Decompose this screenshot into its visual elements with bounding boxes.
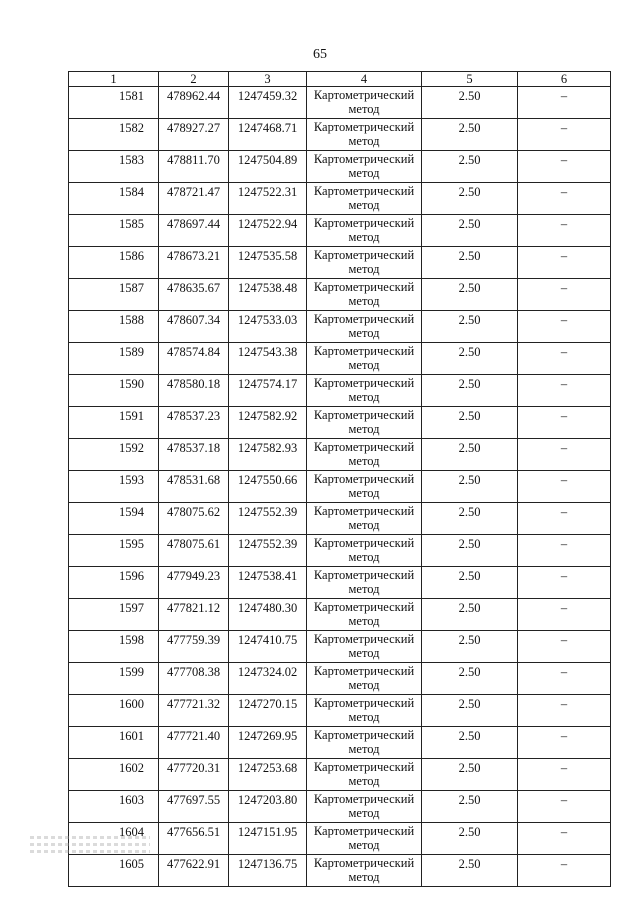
x-coordinate-cell: 478673.21 bbox=[159, 247, 229, 279]
table-row bbox=[69, 439, 611, 471]
x-coordinate-cell: 478962.44 bbox=[159, 87, 229, 119]
x-coordinate-cell: 478574.84 bbox=[159, 343, 229, 375]
note-cell: – bbox=[518, 599, 611, 631]
method-line-1: Картометрический bbox=[313, 152, 415, 166]
table-row bbox=[69, 791, 611, 823]
accuracy-cell: 2.50 bbox=[422, 695, 518, 727]
method-cell bbox=[307, 343, 422, 375]
point-number-cell: 1585 bbox=[69, 215, 159, 247]
point-number-cell: 1593 bbox=[69, 471, 159, 503]
x-coordinate-cell: 478537.18 bbox=[159, 439, 229, 471]
method-line-2: метод bbox=[348, 294, 380, 308]
accuracy-cell: 2.50 bbox=[422, 183, 518, 215]
y-coordinate-cell: 1247552.39 bbox=[229, 503, 307, 535]
note-cell: – bbox=[518, 727, 611, 759]
method-line-1: Картометрический bbox=[313, 600, 415, 614]
table-row bbox=[69, 407, 611, 439]
x-coordinate-cell: 478697.44 bbox=[159, 215, 229, 247]
table-row bbox=[69, 151, 611, 183]
x-coordinate-cell: 478531.68 bbox=[159, 471, 229, 503]
y-coordinate-cell: 1247504.89 bbox=[229, 151, 307, 183]
method-line-1: Картометрический bbox=[313, 504, 415, 518]
accuracy-cell: 2.50 bbox=[422, 439, 518, 471]
method-line-1: Картометрический bbox=[313, 536, 415, 550]
note-cell: – bbox=[518, 119, 611, 151]
point-number-cell: 1600 bbox=[69, 695, 159, 727]
faded-stamp-mark bbox=[30, 832, 150, 868]
accuracy-cell: 2.50 bbox=[422, 119, 518, 151]
method-line-1: Картометрический bbox=[313, 760, 415, 774]
method-line-1: Картометрический bbox=[313, 216, 415, 230]
method-line-2: метод bbox=[348, 486, 380, 500]
method-cell bbox=[307, 503, 422, 535]
note-cell: – bbox=[518, 279, 611, 311]
y-coordinate-cell: 1247253.68 bbox=[229, 759, 307, 791]
point-number-cell: 1603 bbox=[69, 791, 159, 823]
y-coordinate-cell: 1247269.95 bbox=[229, 727, 307, 759]
method-line-1: Картометрический bbox=[313, 312, 415, 326]
note-cell: – bbox=[518, 695, 611, 727]
y-coordinate-cell: 1247410.75 bbox=[229, 631, 307, 663]
x-coordinate-cell: 477759.39 bbox=[159, 631, 229, 663]
method-line-2: метод bbox=[348, 166, 380, 180]
note-cell: – bbox=[518, 663, 611, 695]
method-line-2: метод bbox=[348, 550, 380, 564]
method-cell bbox=[307, 631, 422, 663]
y-coordinate-cell: 1247522.31 bbox=[229, 183, 307, 215]
x-coordinate-cell: 478721.47 bbox=[159, 183, 229, 215]
y-coordinate-cell: 1247480.30 bbox=[229, 599, 307, 631]
y-coordinate-cell: 1247543.38 bbox=[229, 343, 307, 375]
table-row bbox=[69, 631, 611, 663]
method-line-2: метод bbox=[348, 230, 380, 244]
x-coordinate-cell: 477622.91 bbox=[159, 855, 229, 887]
accuracy-cell: 2.50 bbox=[422, 727, 518, 759]
note-cell: – bbox=[518, 503, 611, 535]
table-row bbox=[69, 119, 611, 151]
method-line-1: Картометрический bbox=[313, 824, 415, 838]
point-number-cell: 1596 bbox=[69, 567, 159, 599]
method-line-2: метод bbox=[348, 326, 380, 340]
method-cell bbox=[307, 215, 422, 247]
method-line-1: Картометрический bbox=[313, 88, 415, 102]
method-line-2: метод bbox=[348, 870, 380, 884]
method-line-2: метод bbox=[348, 422, 380, 436]
method-cell bbox=[307, 663, 422, 695]
method-line-2: метод bbox=[348, 358, 380, 372]
accuracy-cell: 2.50 bbox=[422, 535, 518, 567]
point-number-cell: 1583 bbox=[69, 151, 159, 183]
table-row bbox=[69, 727, 611, 759]
y-coordinate-cell: 1247538.48 bbox=[229, 279, 307, 311]
x-coordinate-cell: 478607.34 bbox=[159, 311, 229, 343]
table-row bbox=[69, 343, 611, 375]
method-line-1: Картометрический bbox=[313, 568, 415, 582]
table-row bbox=[69, 599, 611, 631]
table-row bbox=[69, 215, 611, 247]
point-number-cell: 1581 bbox=[69, 87, 159, 119]
accuracy-cell: 2.50 bbox=[422, 471, 518, 503]
note-cell: – bbox=[518, 567, 611, 599]
point-number-cell: 1588 bbox=[69, 311, 159, 343]
method-line-1: Картометрический bbox=[313, 408, 415, 422]
note-cell: – bbox=[518, 375, 611, 407]
table-row bbox=[69, 663, 611, 695]
accuracy-cell: 2.50 bbox=[422, 631, 518, 663]
method-line-2: метод bbox=[348, 742, 380, 756]
y-coordinate-cell: 1247203.80 bbox=[229, 791, 307, 823]
method-cell bbox=[307, 823, 422, 855]
y-coordinate-cell: 1247582.93 bbox=[229, 439, 307, 471]
table-row bbox=[69, 695, 611, 727]
accuracy-cell: 2.50 bbox=[422, 663, 518, 695]
method-cell bbox=[307, 311, 422, 343]
method-line-1: Картометрический bbox=[313, 856, 415, 870]
method-line-2: метод bbox=[348, 454, 380, 468]
method-line-2: метод bbox=[348, 582, 380, 596]
accuracy-cell: 2.50 bbox=[422, 791, 518, 823]
y-coordinate-cell: 1247574.17 bbox=[229, 375, 307, 407]
table-row bbox=[69, 311, 611, 343]
accuracy-cell: 2.50 bbox=[422, 759, 518, 791]
column-header-4: 4 bbox=[307, 72, 422, 87]
accuracy-cell: 2.50 bbox=[422, 503, 518, 535]
method-line-2: метод bbox=[348, 102, 380, 116]
x-coordinate-cell: 477720.31 bbox=[159, 759, 229, 791]
method-line-1: Картометрический bbox=[313, 472, 415, 486]
y-coordinate-cell: 1247535.58 bbox=[229, 247, 307, 279]
note-cell: – bbox=[518, 311, 611, 343]
y-coordinate-cell: 1247459.32 bbox=[229, 87, 307, 119]
point-number-cell: 1605 bbox=[69, 855, 159, 887]
method-line-2: метод bbox=[348, 614, 380, 628]
point-number-cell: 1587 bbox=[69, 279, 159, 311]
table-row bbox=[69, 183, 611, 215]
point-number-cell: 1601 bbox=[69, 727, 159, 759]
table-row bbox=[69, 535, 611, 567]
column-header-3: 3 bbox=[229, 72, 307, 87]
note-cell: – bbox=[518, 343, 611, 375]
y-coordinate-cell: 1247324.02 bbox=[229, 663, 307, 695]
method-cell bbox=[307, 87, 422, 119]
method-line-1: Картометрический bbox=[313, 344, 415, 358]
x-coordinate-cell: 477721.40 bbox=[159, 727, 229, 759]
method-cell bbox=[307, 279, 422, 311]
method-cell bbox=[307, 759, 422, 791]
note-cell: – bbox=[518, 855, 611, 887]
x-coordinate-cell: 478075.61 bbox=[159, 535, 229, 567]
table-header-row bbox=[69, 72, 611, 87]
column-header-2: 2 bbox=[159, 72, 229, 87]
method-cell bbox=[307, 855, 422, 887]
accuracy-cell: 2.50 bbox=[422, 823, 518, 855]
accuracy-cell: 2.50 bbox=[422, 375, 518, 407]
method-cell bbox=[307, 791, 422, 823]
point-number-cell: 1597 bbox=[69, 599, 159, 631]
note-cell: – bbox=[518, 407, 611, 439]
method-line-2: метод bbox=[348, 838, 380, 852]
column-header-6: 6 bbox=[518, 72, 611, 87]
method-cell bbox=[307, 567, 422, 599]
method-line-1: Картометрический bbox=[313, 248, 415, 262]
note-cell: – bbox=[518, 215, 611, 247]
y-coordinate-cell: 1247136.75 bbox=[229, 855, 307, 887]
point-number-cell: 1591 bbox=[69, 407, 159, 439]
method-line-2: метод bbox=[348, 646, 380, 660]
column-header-1: 1 bbox=[69, 72, 159, 87]
method-cell bbox=[307, 183, 422, 215]
x-coordinate-cell: 478580.18 bbox=[159, 375, 229, 407]
table-row bbox=[69, 567, 611, 599]
point-number-cell: 1602 bbox=[69, 759, 159, 791]
note-cell: – bbox=[518, 759, 611, 791]
method-line-1: Картометрический bbox=[313, 696, 415, 710]
x-coordinate-cell: 478635.67 bbox=[159, 279, 229, 311]
accuracy-cell: 2.50 bbox=[422, 311, 518, 343]
method-line-1: Картометрический bbox=[313, 792, 415, 806]
coordinates-table bbox=[68, 71, 611, 887]
method-cell bbox=[307, 119, 422, 151]
x-coordinate-cell: 477821.12 bbox=[159, 599, 229, 631]
method-line-1: Картометрический bbox=[313, 440, 415, 454]
y-coordinate-cell: 1247538.41 bbox=[229, 567, 307, 599]
accuracy-cell: 2.50 bbox=[422, 87, 518, 119]
method-line-1: Картометрический bbox=[313, 664, 415, 678]
note-cell: – bbox=[518, 535, 611, 567]
method-cell bbox=[307, 695, 422, 727]
point-number-cell: 1584 bbox=[69, 183, 159, 215]
point-number-cell: 1590 bbox=[69, 375, 159, 407]
note-cell: – bbox=[518, 471, 611, 503]
method-cell bbox=[307, 407, 422, 439]
method-cell bbox=[307, 151, 422, 183]
point-number-cell: 1594 bbox=[69, 503, 159, 535]
note-cell: – bbox=[518, 631, 611, 663]
note-cell: – bbox=[518, 247, 611, 279]
table-row bbox=[69, 503, 611, 535]
method-line-2: метод bbox=[348, 518, 380, 532]
y-coordinate-cell: 1247522.94 bbox=[229, 215, 307, 247]
note-cell: – bbox=[518, 791, 611, 823]
y-coordinate-cell: 1247550.66 bbox=[229, 471, 307, 503]
point-number-cell: 1592 bbox=[69, 439, 159, 471]
method-line-1: Картометрический bbox=[313, 280, 415, 294]
point-number-cell: 1589 bbox=[69, 343, 159, 375]
method-line-2: метод bbox=[348, 262, 380, 276]
method-line-1: Картометрический bbox=[313, 120, 415, 134]
table-row bbox=[69, 759, 611, 791]
note-cell: – bbox=[518, 439, 611, 471]
y-coordinate-cell: 1247582.92 bbox=[229, 407, 307, 439]
column-header-5: 5 bbox=[422, 72, 518, 87]
accuracy-cell: 2.50 bbox=[422, 343, 518, 375]
x-coordinate-cell: 477949.23 bbox=[159, 567, 229, 599]
accuracy-cell: 2.50 bbox=[422, 247, 518, 279]
accuracy-cell: 2.50 bbox=[422, 215, 518, 247]
table-row bbox=[69, 87, 611, 119]
accuracy-cell: 2.50 bbox=[422, 279, 518, 311]
method-line-2: метод bbox=[348, 134, 380, 148]
method-cell bbox=[307, 375, 422, 407]
accuracy-cell: 2.50 bbox=[422, 407, 518, 439]
method-line-2: метод bbox=[348, 710, 380, 724]
x-coordinate-cell: 478811.70 bbox=[159, 151, 229, 183]
point-number-cell: 1586 bbox=[69, 247, 159, 279]
x-coordinate-cell: 478537.23 bbox=[159, 407, 229, 439]
point-number-cell: 1595 bbox=[69, 535, 159, 567]
x-coordinate-cell: 477708.38 bbox=[159, 663, 229, 695]
method-line-1: Картометрический bbox=[313, 376, 415, 390]
y-coordinate-cell: 1247552.39 bbox=[229, 535, 307, 567]
method-cell bbox=[307, 247, 422, 279]
method-line-1: Картометрический bbox=[313, 728, 415, 742]
point-number-cell: 1582 bbox=[69, 119, 159, 151]
accuracy-cell: 2.50 bbox=[422, 567, 518, 599]
x-coordinate-cell: 478075.62 bbox=[159, 503, 229, 535]
method-cell bbox=[307, 535, 422, 567]
table-row bbox=[69, 375, 611, 407]
table-body bbox=[69, 87, 611, 887]
accuracy-cell: 2.50 bbox=[422, 855, 518, 887]
accuracy-cell: 2.50 bbox=[422, 151, 518, 183]
x-coordinate-cell: 478927.27 bbox=[159, 119, 229, 151]
point-number-cell: 1604 bbox=[69, 823, 159, 855]
method-line-1: Картометрический bbox=[313, 632, 415, 646]
x-coordinate-cell: 477656.51 bbox=[159, 823, 229, 855]
y-coordinate-cell: 1247270.15 bbox=[229, 695, 307, 727]
table-row bbox=[69, 471, 611, 503]
point-number-cell: 1599 bbox=[69, 663, 159, 695]
method-line-2: метод bbox=[348, 774, 380, 788]
method-cell bbox=[307, 471, 422, 503]
y-coordinate-cell: 1247533.03 bbox=[229, 311, 307, 343]
y-coordinate-cell: 1247468.71 bbox=[229, 119, 307, 151]
x-coordinate-cell: 477721.32 bbox=[159, 695, 229, 727]
method-cell bbox=[307, 727, 422, 759]
method-cell bbox=[307, 599, 422, 631]
method-line-2: метод bbox=[348, 678, 380, 692]
method-line-2: метод bbox=[348, 390, 380, 404]
note-cell: – bbox=[518, 823, 611, 855]
method-line-2: метод bbox=[348, 806, 380, 820]
point-number-cell: 1598 bbox=[69, 631, 159, 663]
x-coordinate-cell: 477697.55 bbox=[159, 791, 229, 823]
table-row bbox=[69, 247, 611, 279]
method-cell bbox=[307, 439, 422, 471]
method-line-2: метод bbox=[348, 198, 380, 212]
note-cell: – bbox=[518, 87, 611, 119]
table-row bbox=[69, 279, 611, 311]
y-coordinate-cell: 1247151.95 bbox=[229, 823, 307, 855]
accuracy-cell: 2.50 bbox=[422, 599, 518, 631]
note-cell: – bbox=[518, 183, 611, 215]
page-number: 65 bbox=[313, 47, 327, 62]
method-line-1: Картометрический bbox=[313, 184, 415, 198]
note-cell: – bbox=[518, 151, 611, 183]
